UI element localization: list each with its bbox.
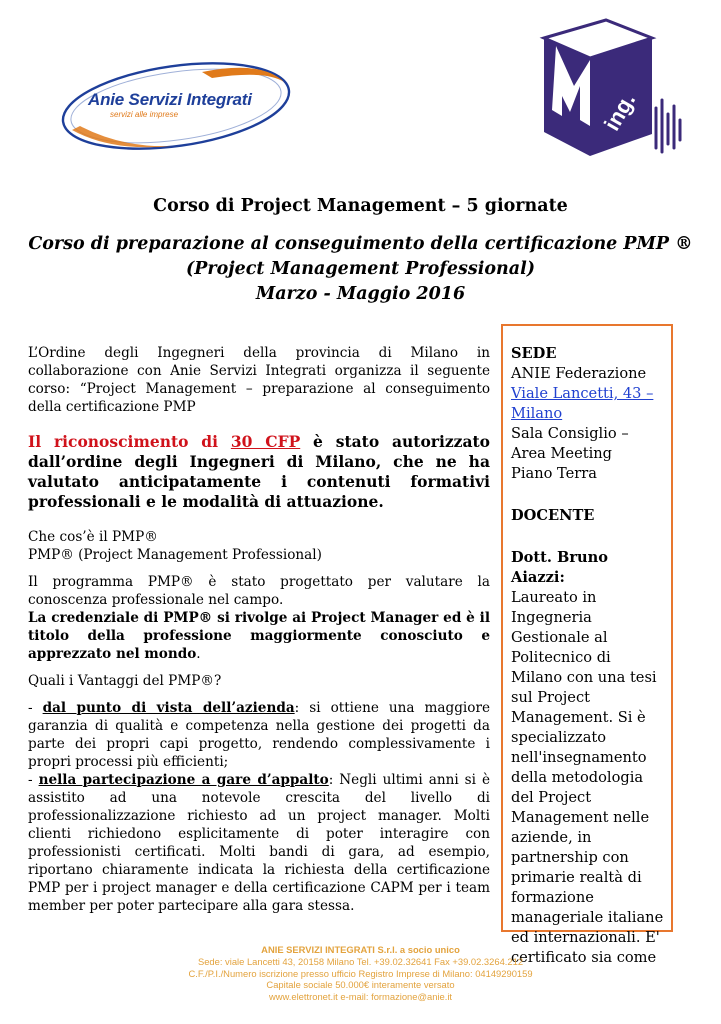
- cfp-paragraph: [28, 432, 490, 512]
- course-subtitle: Corso di preparazione al conseguimento della certificazione PMP ®: [28, 234, 693, 254]
- sede-organization: ANIE Federazione: [511, 365, 647, 382]
- info-sidebar: [501, 324, 673, 966]
- what-is-pmp-heading: Che cos’è il PMP®: [28, 529, 158, 545]
- course-dates: Marzo - Maggio 2016: [255, 284, 466, 304]
- sede-room: Sala Consiglio – Area Meeting: [511, 425, 629, 462]
- footer-company: ANIE SERVIZI INTEGRATI S.r.l. a socio unico: [261, 944, 460, 955]
- anie-logo: [52, 52, 302, 162]
- intro-paragraph: L’Ordine degli Ingegneri della provincia di Milano in collaborazione con Anie Servizi Integrati organizza il seguente corso: “Project Management – preparazione al conseguimento della certificazione PMP: [28, 345, 490, 415]
- main-text-column: [28, 344, 490, 915]
- docente-bio: Laureato in Ingegneria Gestionale al Politecnico di Milano con una tesi sul Project Management. Si è specializzato nell'insegnamento della metodologia del Project Management nelle aziende, in partnership con primarie realtà di formazione manageriale italiane ed internazionali. E' certificato sia come: [511, 589, 664, 966]
- course-title: Corso di Project Management – 5 giornate: [153, 196, 568, 216]
- advantage-company: [28, 699, 490, 771]
- docente-label: DOCENTE: [511, 507, 595, 524]
- anie-logo-brand: Anie Servizi Integrati: [88, 90, 252, 109]
- advantage-tenders-label: nella partecipazione a gare d’appalto: [38, 772, 329, 788]
- ing-logo-text: ing.: [599, 88, 641, 135]
- program-paragraph: Il programma PMP® è stato progettato per valutare la conoscenza professionale nel campo.: [28, 574, 490, 608]
- advantages-heading: Quali i Vantaggi del PMP®?: [28, 673, 222, 689]
- credential-end: .: [196, 646, 201, 662]
- sede-floor: Piano Terra: [511, 465, 597, 482]
- ordine-ingegneri-logo: [540, 16, 686, 166]
- credential-paragraph: [28, 609, 490, 663]
- ing-cube-logo-icon: [540, 16, 686, 166]
- cfp-amount: 30 CFP: [230, 432, 301, 451]
- credential-text: La credenziale di PMP® si rivolge ai Project Manager ed è il titolo della professione maggiormente conosciuto e apprezzato nel mondo: [28, 610, 490, 662]
- footer-capital: Capitale sociale 50.000€ interamente versato: [266, 979, 455, 991]
- advantage-dash: -: [28, 700, 43, 716]
- docente-name: Dott. Bruno Aiazzi:: [511, 549, 609, 586]
- advantage-tenders: [28, 771, 490, 915]
- advantage-dash: -: [28, 772, 39, 788]
- advantage-tenders-text: : Negli ultimi anni si è assistito ad una notevole crescita del livello di professionalizzazione richiesto ad un project manager. Molti clienti richiedono esplicitamente di poter interagire con professionisti certificati. Molti bandi di gara, ad esempio, riportano chiaramente indicata la richiesta della certificazione PMP per i project manager e della certificazione CAPM per i team member per poter partecipare alla gara stessa.: [28, 772, 490, 914]
- sede-label: SEDE: [511, 345, 557, 362]
- anie-logo-tagline: servizi alle imprese: [110, 110, 179, 119]
- sede-address-link[interactable]: Viale Lancetti, 43 – Milano: [511, 385, 654, 422]
- cfp-prefix: Il riconoscimento di: [28, 432, 231, 451]
- advantage-company-label: dal punto di vista dell’azienda: [42, 700, 295, 716]
- course-subtitle-pmp: (Project Management Professional): [185, 259, 536, 279]
- cfp-rest: è stato autorizzato dall’ordine degli Ingegneri di Milano, che ne ha valutato anticipatamente i contenuti formativi professionali e le modalità di attuazione.: [28, 432, 490, 511]
- footer-address: Sede: viale Lancetti 43, 20158 Milano Tel. +39.02.32641 Fax +39.02.3264.212: [197, 955, 524, 967]
- advantage-company-text: : si ottiene una maggiore garanzia di qualità e competenza nella gestione dei progetti da parte dei propri capi progetto, rendendo complessivamente i propri processi più efficienti;: [28, 700, 490, 770]
- footer-contacts: www.elettronet.it e-mail: formazione@anie.it: [268, 991, 453, 1003]
- footer-registry: C.F./P.I./Numero iscrizione presso ufficio Registro Imprese di Milano: 04149290159: [188, 967, 533, 979]
- pmp-full-name: PMP® (Project Management Professional): [28, 547, 322, 563]
- company-footer: [0, 944, 721, 1003]
